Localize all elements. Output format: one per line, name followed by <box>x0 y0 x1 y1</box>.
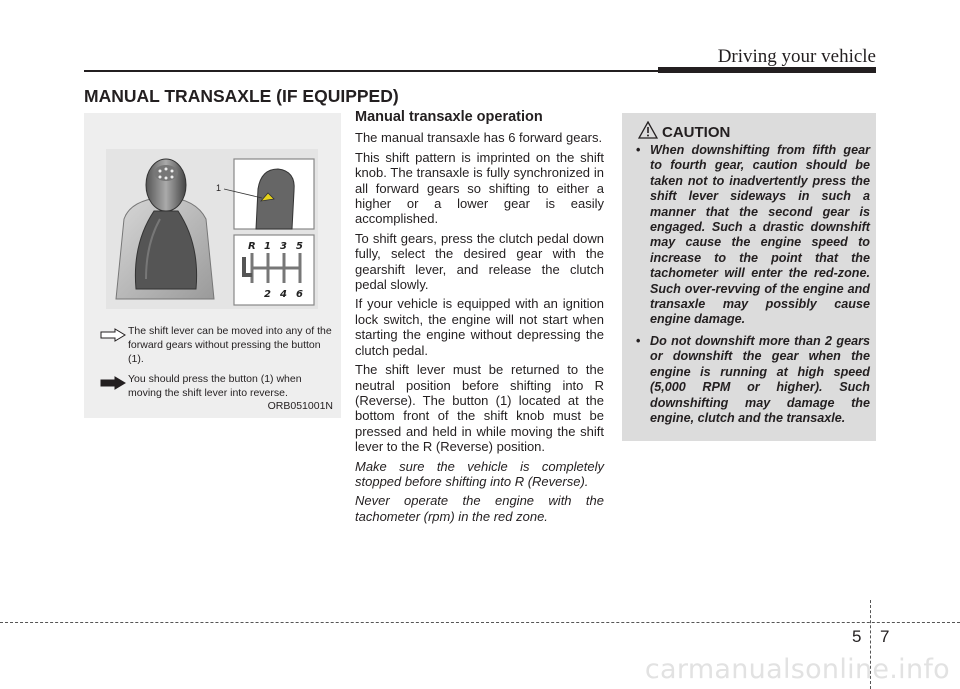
shift-label-5: 5 <box>296 241 303 252</box>
footer-rule <box>0 622 960 623</box>
solid-arrow-icon <box>100 376 126 390</box>
figure-panel <box>84 113 341 418</box>
callout-label: 1 <box>216 183 222 193</box>
section-title: MANUAL TRANSAXLE (IF EQUIPPED) <box>84 86 399 106</box>
figure-caption-2-text: You should press the button (1) when moving the shift lever into reverse. <box>128 373 302 399</box>
operation-note: Make sure the vehicle is completely stopped before shifting into R (Reverse). <box>355 458 604 489</box>
operation-paragraph: The manual transaxle has 6 forward gears. <box>355 130 603 146</box>
shift-label-6: 6 <box>296 289 303 300</box>
gear-shifter-illustration <box>106 149 318 309</box>
shift-label-1: 1 <box>264 241 271 252</box>
operation-heading: Manual transaxle operation <box>355 109 543 125</box>
shift-label-3: 3 <box>280 241 287 252</box>
operation-note: Never operate the engine with the tachometer (rpm) in the red zone. <box>355 493 604 524</box>
caution-item: • Do not downshift more than 2 gears or downshift the gear when the engine is running at high speed (5,000 RPM or higher). Such downshifting may damage the engine, clutch and the transaxle. <box>634 334 870 426</box>
page-chapter-number: 5 <box>852 627 862 646</box>
warning-triangle-icon <box>638 121 658 139</box>
header-rule-accent <box>658 67 876 73</box>
shift-label-4: 4 <box>280 289 287 300</box>
operation-section <box>355 110 604 528</box>
figure-caption-1-text: The shift lever can be moved into any of the forward gears without pressing the button (1). <box>128 325 332 365</box>
shift-label-2: 2 <box>264 289 271 300</box>
page-number: 7 <box>880 627 890 646</box>
caution-item: • When downshifting from fifth gear to fourth gear, caution should be taken not to inadvertently press the shift lever sideways in such a manner that the second gear is engaged. Such a drastic downshift may cause the engine speed to increase to the point that the tachometer will enter the red-zone. Such over-revving of the engine and transaxle may possibly cause engine damage. <box>634 143 870 328</box>
watermark: carmanualsonline.info <box>644 654 950 685</box>
operation-paragraph: If your vehicle is equipped with an ignition lock switch, the engine will not start when starting the engine without depressing the clutch pedal. <box>355 296 604 358</box>
figure-code: ORB051001N <box>267 400 333 412</box>
operation-paragraph: This shift pattern is imprinted on the shift knob. The transaxle is fully synchronized in all forward gears so shifting to either a higher or a lower gear is easily accomplished. <box>355 149 604 227</box>
caution-list <box>634 143 870 432</box>
operation-paragraph: To shift gears, press the clutch pedal down fully, select the desired gear with the gearshift lever, and release the clutch pedal slowly. <box>355 230 604 293</box>
operation-paragraph: The shift lever must be returned to the neutral position before shifting into R (Reverse). The button (1) located at the bottom front of the shift knob must be pressed and held in while moving the shift lever to the R (Reverse) position. <box>355 362 604 455</box>
caution-title: CAUTION <box>662 124 731 141</box>
shift-label-r: R <box>248 241 256 252</box>
outline-arrow-icon <box>100 328 126 342</box>
chapter-title: Driving your vehicle <box>717 46 876 67</box>
caution-panel <box>622 113 876 441</box>
